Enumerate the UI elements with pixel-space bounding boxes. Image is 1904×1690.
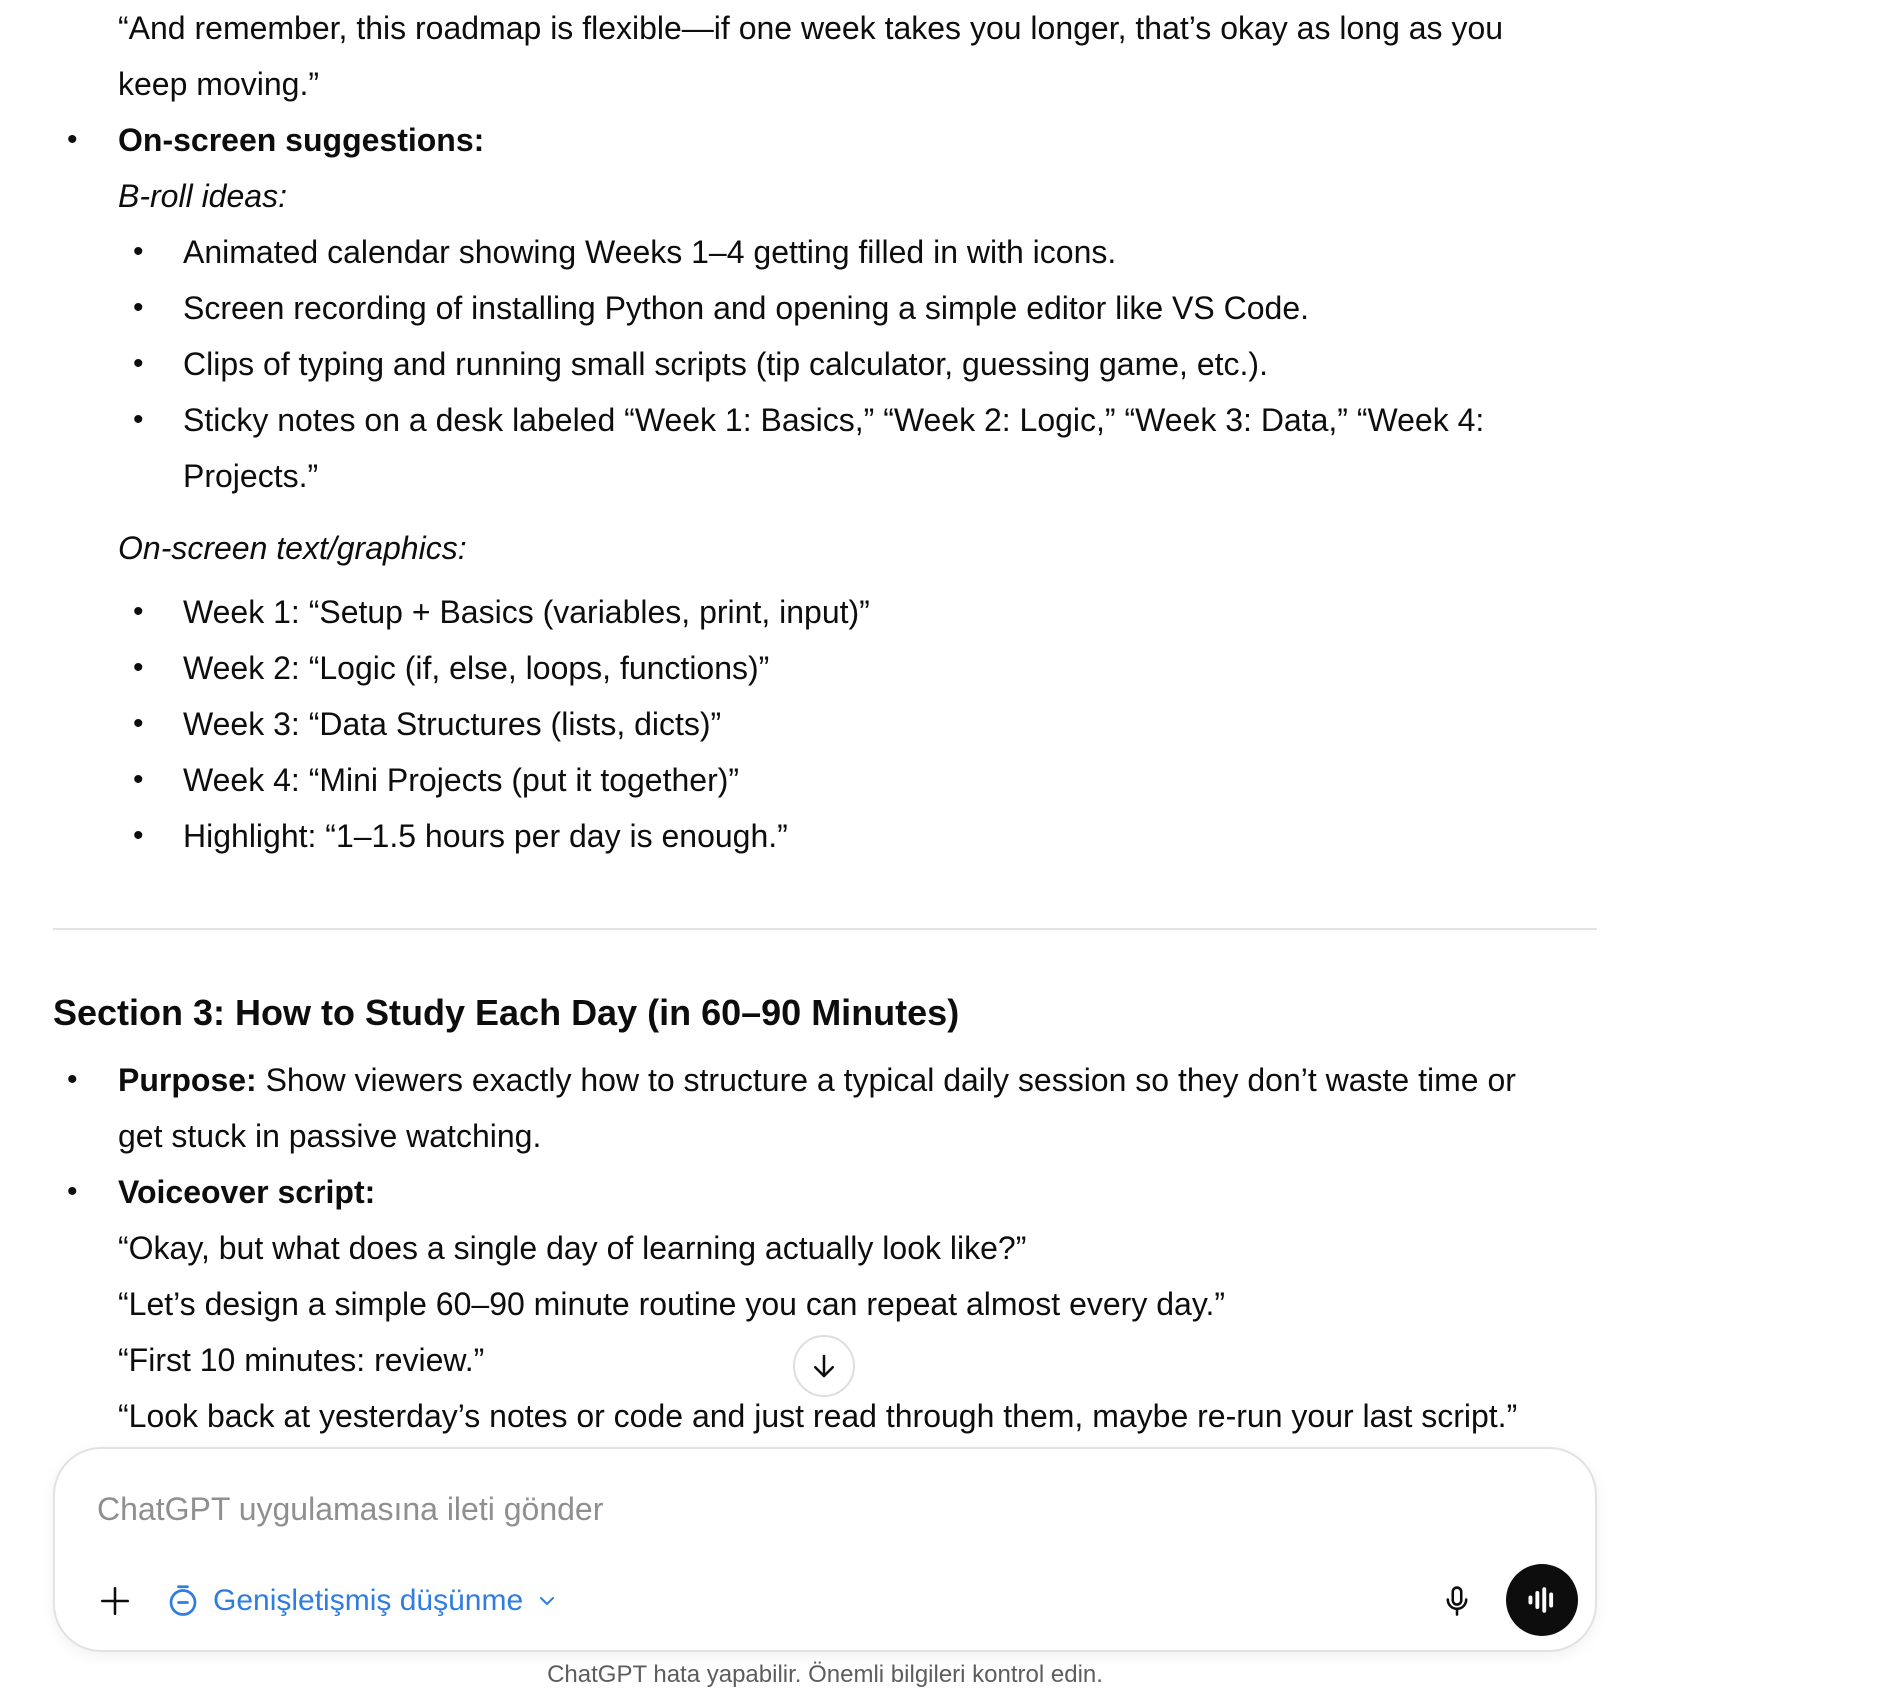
- voiceover-line: “Okay, but what does a single day of learning actually look like?”: [118, 1230, 1027, 1266]
- list-item: • Sticky notes on a desk labeled “Week 1: Basics,” “Week 2: Logic,” “Week 3: Data,” “Week 4: Projects.”: [53, 392, 1603, 504]
- quote-block: [53, 0, 1603, 112]
- quote-line: “And remember, this roadmap is flexible—if one week takes you longer, that’s okay as long as you: [118, 10, 1504, 46]
- disclaimer-text: ChatGPT hata yapabilir. Önemli bilgileri kontrol edin.: [547, 1661, 1103, 1688]
- list-item-onscreen: [53, 112, 1603, 168]
- message-content: [53, 0, 1603, 864]
- list-item-voiceover: [53, 1164, 1603, 1444]
- voiceover-line: “Look back at yesterday’s notes or code and just read through them, maybe re-run your last script.”: [118, 1398, 1518, 1434]
- broll-heading: [53, 168, 1603, 224]
- voice-waveform-icon: [1524, 1582, 1560, 1618]
- voiceover-line: “Let’s design a simple 60–90 minute routine you can repeat almost every day.”: [118, 1286, 1225, 1322]
- chevron-down-icon: [535, 1589, 559, 1613]
- message-composer: [53, 1447, 1597, 1652]
- attach-button[interactable]: [91, 1577, 139, 1625]
- list-item: • Week 4: “Mini Projects (put it together)”: [53, 752, 1603, 808]
- list-item: • Clips of typing and running small scripts (tip calculator, guessing game, etc.).: [53, 336, 1603, 392]
- message-input[interactable]: [97, 1491, 1397, 1528]
- section-title: Section 3: How to Study Each Day (in 60–90 Minutes): [53, 992, 960, 1033]
- purpose-text: Show viewers exactly how to structure a typical daily session so they don’t waste time or: [256, 1062, 1516, 1098]
- list-item-purpose: [53, 1052, 1603, 1164]
- divider: [53, 928, 1597, 930]
- broll-label: B-roll ideas:: [118, 178, 287, 214]
- list-item: • Week 2: “Logic (if, else, loops, functions)”: [53, 640, 1603, 696]
- quote-line: keep moving.”: [118, 66, 319, 102]
- microphone-icon: [1440, 1584, 1474, 1618]
- voice-mode-button[interactable]: [1506, 1564, 1578, 1636]
- plus-icon: [98, 1584, 132, 1618]
- list-item: • Week 1: “Setup + Basics (variables, print, input)”: [53, 584, 1603, 640]
- list-item: • Screen recording of installing Python and opening a simple editor like VS Code.: [53, 280, 1603, 336]
- arrow-down-icon: [809, 1351, 839, 1381]
- list-item: • Highlight: “1–1.5 hours per day is enough.”: [53, 808, 1603, 864]
- extended-thinking-button[interactable]: [165, 1579, 559, 1623]
- extended-thinking-label: Genişletişmiş düşünme: [213, 1584, 524, 1617]
- timer-icon: [165, 1583, 201, 1619]
- voiceover-label: • Voiceover script:: [118, 1174, 376, 1210]
- list-item: • Animated calendar showing Weeks 1–4 getting filled in with icons.: [53, 224, 1603, 280]
- purpose-text-cont: get stuck in passive watching.: [118, 1118, 542, 1154]
- dictate-button[interactable]: [1435, 1579, 1479, 1623]
- purpose-label: Purpose:: [118, 1062, 257, 1098]
- voiceover-line: “First 10 minutes: review.”: [118, 1342, 485, 1378]
- onscreen-label: • On-screen suggestions:: [118, 122, 485, 158]
- graphics-heading: [53, 520, 1603, 576]
- graphics-label: On-screen text/graphics:: [118, 530, 467, 566]
- list-item: • Week 3: “Data Structures (lists, dicts)”: [53, 696, 1603, 752]
- scroll-to-bottom-button[interactable]: [793, 1335, 855, 1397]
